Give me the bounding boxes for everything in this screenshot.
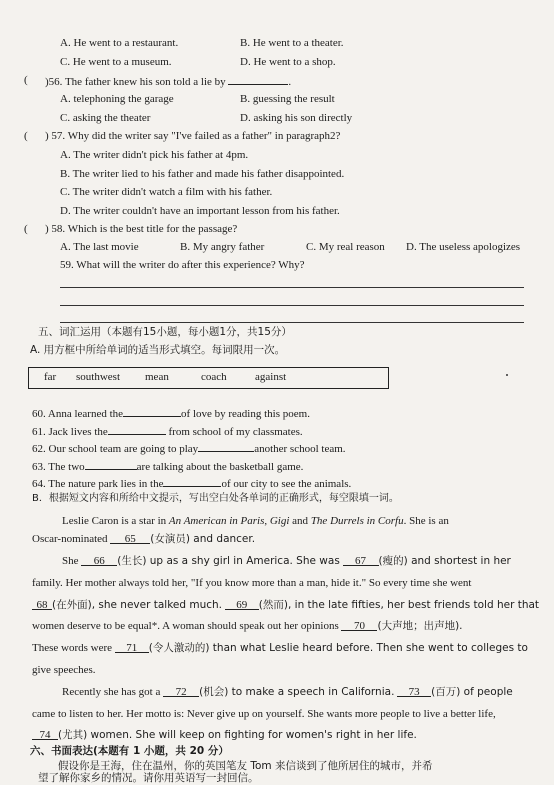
- q58-option-b: B. My angry father: [180, 241, 265, 253]
- blank-68[interactable]: [32, 598, 52, 610]
- q61-text-start: 61. Jack lives the: [32, 426, 108, 438]
- blank-65[interactable]: [110, 532, 150, 544]
- passage-line-8: give speeches.: [32, 664, 96, 676]
- passage-text: and: [289, 515, 311, 527]
- passage-line-3: [62, 554, 511, 568]
- q55-option-d: D. He went to a shop.: [240, 56, 336, 68]
- blank-number: 72: [175, 686, 187, 698]
- passage-text: Leslie Caron is a star in: [62, 515, 169, 527]
- blank-73[interactable]: [397, 685, 431, 697]
- q56-stem: [45, 73, 291, 89]
- hint-72: (机会) to make a speech in California.: [199, 686, 395, 698]
- section6-prompt-line-1: 假设你是王海，住在温州，你的英国笔友 Tom 来信谈到了他所居住的城市，并希: [58, 760, 433, 772]
- hint-67: (瘦的) and shortest in her: [378, 555, 511, 567]
- passage-text: She: [62, 555, 79, 567]
- q58-option-a: A. The last movie: [60, 241, 139, 253]
- passage-line-7: [32, 641, 528, 655]
- hint-68: (在外面), she never talked much.: [52, 599, 223, 611]
- q58-option-c: C. My real reason: [306, 241, 385, 253]
- blank-66[interactable]: [81, 554, 117, 566]
- q64-text-end: of our city to see the animals.: [221, 478, 352, 490]
- blank-69[interactable]: [225, 598, 259, 610]
- q59-stem: 59. What will the writer do after this experience? Why?: [60, 259, 305, 271]
- hint-74: (尤其) women. She will keep on fighting for women's right in her life.: [58, 729, 417, 741]
- passage-line-5: [32, 598, 539, 612]
- blank-number: 70: [353, 620, 365, 632]
- passage-text: . She is an: [403, 515, 449, 527]
- passage-line-10: came to listen to her. Her motto is: Never give up on yourself. She wants more people to live a better life,: [32, 708, 496, 720]
- stray-mark: [506, 374, 508, 376]
- q56-option-b: B. guessing the result: [240, 93, 335, 105]
- film-title: The Durrels in Corfu: [310, 515, 404, 527]
- q64: [32, 475, 351, 491]
- blank-number: 68: [36, 599, 48, 611]
- q57-option-a: A. The writer didn't pick his father at 4pm.: [60, 149, 249, 161]
- q59-answer-line-3[interactable]: [60, 322, 524, 323]
- passage-line-11: [32, 728, 417, 742]
- blank-70[interactable]: [341, 619, 377, 631]
- blank-number: 73: [408, 686, 420, 698]
- blank-number: 74: [39, 729, 51, 741]
- word-box-item: southwest: [76, 371, 120, 383]
- q59-answer-line-2[interactable]: [60, 305, 524, 306]
- passage-line-4: family. Her mother always told her, "If you know more than a man, hide it." So every time she went: [32, 577, 472, 589]
- passage-text: women deserve to be equal*. A woman should speak out her opinions: [32, 620, 339, 632]
- q61: [32, 423, 303, 439]
- q63-text-end: are talking about the basketball game.: [136, 461, 304, 473]
- blank-number: 71: [126, 642, 138, 654]
- blank-number: 69: [236, 599, 248, 611]
- hint-70: (大声地；出声地).: [377, 620, 463, 632]
- hint-71: (令人激动的) than what Leslie heard before. Then she went to colleges to: [148, 642, 528, 654]
- blank-number: 66: [93, 555, 105, 567]
- blank-number: 65: [124, 533, 136, 545]
- q61-text-end: from school of my classmates.: [168, 426, 303, 438]
- q56-paren: (: [24, 74, 28, 86]
- section5-part-a: A. 用方框中所给单词的适当形式填空。每词限用一次。: [30, 344, 286, 356]
- q58-option-d: D. The useless apologizes: [406, 241, 521, 253]
- q56-option-d: D. asking his son directly: [240, 112, 353, 124]
- blank-number: 67: [355, 555, 367, 567]
- q56-stem-end: .: [288, 76, 292, 88]
- q57-paren: (: [24, 130, 28, 142]
- passage-line-6: [32, 619, 463, 633]
- section5-part-b: B．根据短文内容和所给中文提示，写出空白处各单词的正确形式，每空限填一词。: [32, 493, 399, 504]
- word-box-item: far: [44, 371, 57, 383]
- q63: [32, 458, 303, 474]
- q59-answer-line-1[interactable]: [60, 287, 524, 288]
- q64-blank[interactable]: [163, 475, 221, 487]
- q60-blank[interactable]: [123, 405, 181, 417]
- q57-option-c: C. The writer didn't watch a film with his father.: [60, 186, 273, 198]
- q57-option-d: D. The writer couldn't have an important lesson from his father.: [60, 205, 340, 217]
- blank-74[interactable]: [32, 728, 58, 740]
- q60: [32, 405, 310, 421]
- q60-text-end: of love by reading this poem.: [181, 408, 310, 420]
- passage-text: Oscar-nominated: [32, 533, 108, 545]
- hint-73: (百万) of people: [431, 686, 513, 698]
- blank-72[interactable]: [163, 685, 199, 697]
- word-box-item: mean: [145, 371, 169, 383]
- q61-blank[interactable]: [108, 423, 166, 435]
- q57-stem: ) 57. Why did the writer say "I've failed as a father" in paragraph2?: [45, 130, 341, 142]
- q56-option-a: A. telephoning the garage: [60, 93, 174, 105]
- q55-option-a: A. He went to a restaurant.: [60, 37, 179, 49]
- word-box-item: coach: [201, 371, 227, 383]
- q62: [32, 440, 346, 456]
- film-title: Gigi: [269, 515, 290, 527]
- section5-title: 五、词汇运用（本题有15小题，每小题1分，共15分）: [38, 326, 292, 338]
- hint-65: (女演员) and dancer.: [150, 533, 256, 545]
- hint-66: (生长) up as a shy girl in America. She was: [117, 555, 340, 567]
- passage-text: ,: [264, 515, 270, 527]
- word-box: [28, 367, 389, 389]
- q58-paren: (: [24, 223, 28, 235]
- film-title: An American in Paris: [168, 515, 265, 527]
- passage-line-9: [62, 685, 513, 699]
- q55-option-c: C. He went to a museum.: [60, 56, 172, 68]
- q63-text-start: 63. The two: [32, 461, 85, 473]
- blank-67[interactable]: [343, 554, 379, 566]
- q55-option-b: B. He went to a theater.: [240, 37, 344, 49]
- q56-blank[interactable]: [228, 73, 288, 85]
- q58-stem: ) 58. Which is the best title for the passage?: [45, 223, 238, 235]
- passage-text: Recently she has got a: [62, 686, 161, 698]
- q56-option-c: C. asking the theater: [60, 112, 151, 124]
- q62-text-end: another school team.: [254, 443, 346, 455]
- q62-text-start: 62. Our school team are going to play: [32, 443, 199, 455]
- section6-title: 六、书面表达(本题有 1 小题，共 20 分）: [30, 745, 229, 757]
- q64-text-start: 64. The nature park lies in the: [32, 478, 164, 490]
- passage-line-2: [32, 532, 255, 546]
- hint-69: (然而), in the late fifties, her best friends told her that: [258, 599, 540, 611]
- q56-stem-text: )56. The father knew his son told a lie by: [45, 76, 226, 88]
- q62-blank[interactable]: [198, 440, 254, 452]
- passage-text: These words were: [32, 642, 113, 654]
- passage-line-1: [62, 514, 449, 528]
- word-box-item: against: [255, 371, 287, 383]
- q57-option-b: B. The writer lied to his father and made his father disappointed.: [60, 168, 345, 180]
- q60-text-start: 60. Anna learned the: [32, 408, 124, 420]
- blank-71[interactable]: [115, 641, 149, 653]
- q63-blank[interactable]: [85, 458, 137, 470]
- section6-prompt-line-2: 望了解你家乡的情况。请你用英语写一封回信。: [38, 772, 259, 784]
